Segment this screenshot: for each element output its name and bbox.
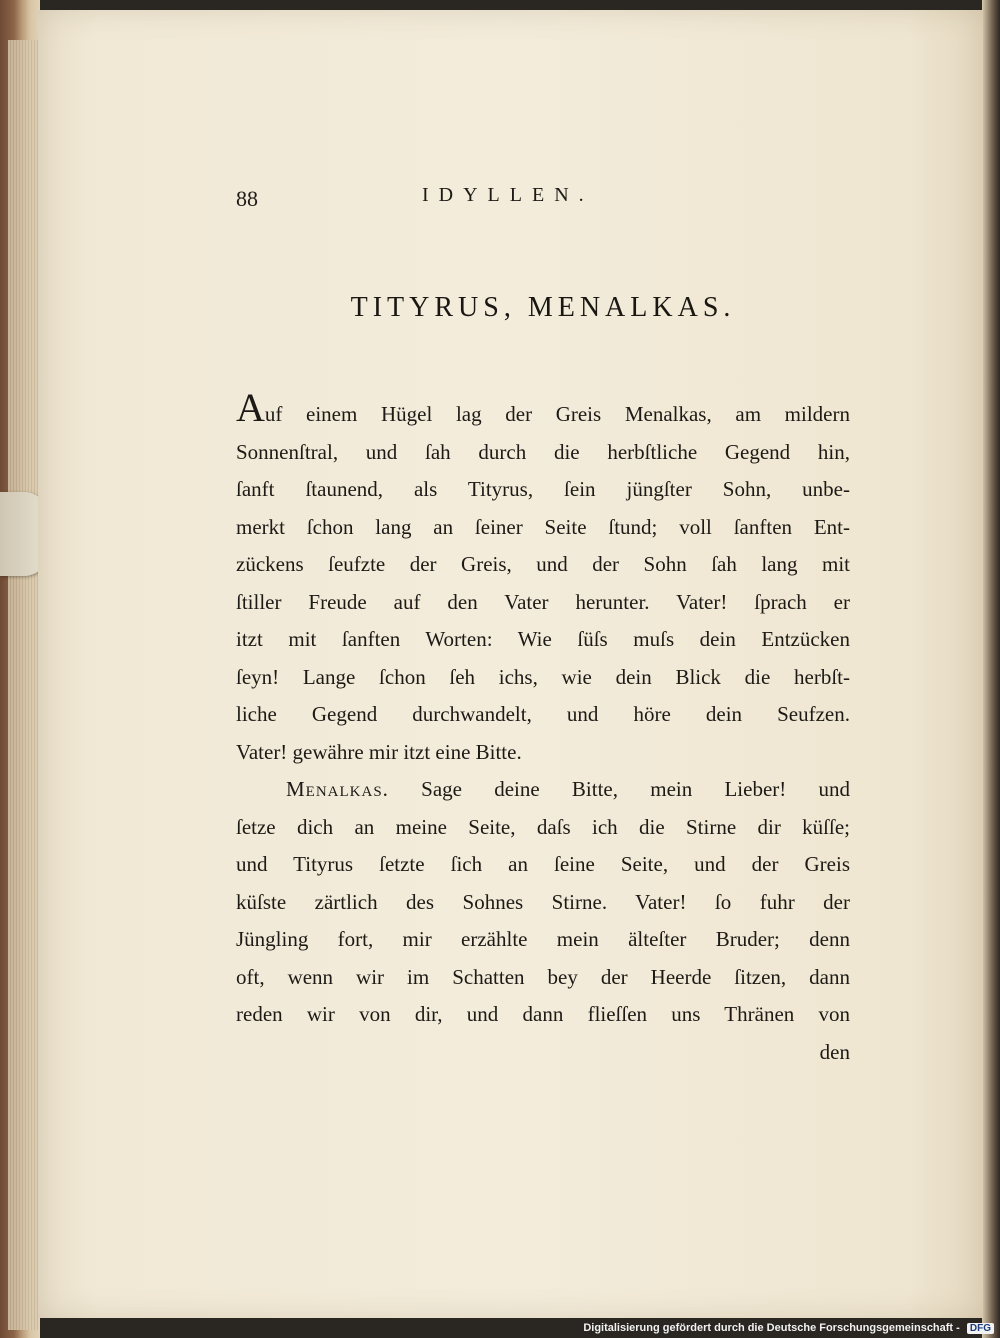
body-text <box>236 385 850 1071</box>
dfg-logo-icon: DFG <box>967 1323 994 1334</box>
digitization-credit <box>583 1322 994 1334</box>
section-title: TITYRUS, MENALKAS. <box>350 292 736 323</box>
first-line-text: uf einem Hügel lag der Greis Menalkas, am mildern <box>264 402 850 426</box>
text-line <box>236 385 850 434</box>
text-line: Vater! gewähre mir itzt eine Bitte. <box>236 739 522 764</box>
text-line: ſeyn! Lange ſchon ſeh ichs, wie dein Blick die herbſt- <box>236 664 850 689</box>
text-line: reden wir von dir, und dann flieſſen uns Thränen von <box>236 1002 850 1026</box>
text-line: ſtiller Freude auf den Vater herunter. Vater! ſprach er <box>236 589 850 614</box>
text-line <box>236 771 850 809</box>
page-stack-edges <box>8 40 38 1330</box>
text-line: itzt mit ſanften Worten: Wie ſüſs muſs dein Entzücken <box>236 627 850 651</box>
text-line: merkt ſchon lang an ſeiner Seite ſtund; voll ſanften Ent- <box>236 514 850 539</box>
credit-text: Digitalisierung gefördert durch die Deutsche Forschungsgemeinschaft - <box>583 1322 960 1334</box>
drop-cap: A <box>236 385 265 430</box>
right-page-edge <box>982 0 1000 1338</box>
text-line: Sonnenſtral, und ſah durch die herbſtliche Gegend hin, <box>236 439 850 464</box>
text-line: und Tityrus ſetzte ſich an ſeine Seite, und der Greis <box>236 852 850 876</box>
text-line: ſetze dich an meine Seite, daſs ich die Stirne dir küſſe; <box>236 814 850 839</box>
text-line: zückens ſeufzte der Greis, und der Sohn ſah lang mit <box>236 552 850 576</box>
text-line: küſste zärtlich des Sohnes Stirne. Vater! ſo fuhr der <box>236 889 850 914</box>
paragraph-two-first-text: Sage deine Bitte, mein Lieber! und <box>421 777 850 801</box>
catchword: den <box>819 1039 850 1064</box>
text-line: Jüngling fort, mir erzählte mein älteſter Bruder; denn <box>236 927 850 951</box>
running-head <box>236 180 666 220</box>
text-line: oft, wenn wir im Schatten bey der Heerde ſitzen, dann <box>236 964 850 989</box>
text-line: liche Gegend durchwandelt, und höre dein Seufzen. <box>236 702 850 726</box>
speaker-name: Menalkas. <box>286 777 389 801</box>
text-line: ſanft ſtaunend, als Tityrus, ſein jüngſter Sohn, unbe- <box>236 477 850 501</box>
page-number: 88 <box>236 186 258 211</box>
running-title: IDYLLEN. <box>422 184 594 206</box>
